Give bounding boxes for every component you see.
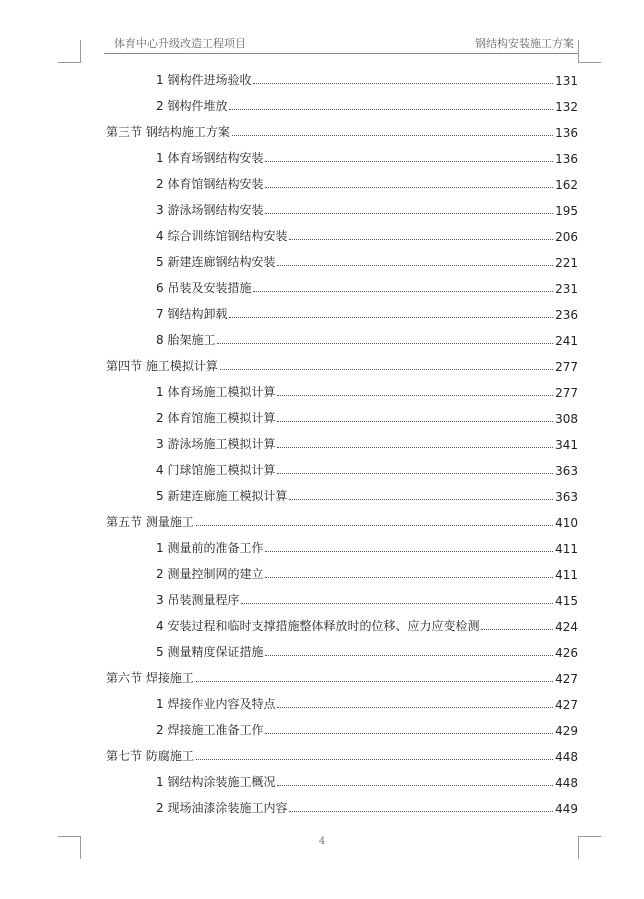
toc-section-entry[interactable]	[104, 738, 578, 764]
toc-dot-leader	[229, 109, 553, 110]
toc-entry-page-number: 136	[555, 126, 578, 140]
toc-dot-leader	[277, 473, 553, 474]
toc-section-entry[interactable]	[104, 504, 578, 530]
toc-subsection-entry[interactable]	[104, 582, 578, 608]
toc-section-entry[interactable]	[104, 114, 578, 140]
toc-subsection-entry[interactable]	[104, 478, 578, 504]
toc-dot-leader	[241, 603, 553, 604]
toc-entry-page-number: 427	[555, 698, 578, 712]
toc-dot-leader	[277, 785, 553, 786]
toc-entry-page-number: 132	[555, 100, 578, 114]
toc-entry-page-number: 429	[555, 724, 578, 738]
toc-entry-page-number: 448	[555, 750, 578, 764]
toc-dot-leader	[277, 265, 553, 266]
toc-entry-page-number: 363	[555, 490, 578, 504]
toc-entry-page-number: 363	[555, 464, 578, 478]
toc-dot-leader	[196, 759, 553, 760]
toc-entry-title: 1 体育场钢结构安装	[156, 151, 264, 165]
toc-dot-leader	[277, 421, 553, 422]
toc-subsection-entry[interactable]	[104, 426, 578, 452]
toc-entry-page-number: 277	[555, 386, 578, 400]
toc-entry-title: 2 体育馆钢结构安装	[156, 177, 264, 191]
crop-mark-top-right	[578, 40, 601, 63]
toc-entry-title: 1 体育场施工模拟计算	[156, 385, 276, 399]
toc-entry-title: 5 测量精度保证措施	[156, 645, 264, 659]
toc-entry-page-number: 236	[555, 308, 578, 322]
toc-subsection-entry[interactable]	[104, 712, 578, 738]
header-project-title: 体育中心升级改造工程项目	[114, 37, 246, 50]
toc-entry-page-number: 231	[555, 282, 578, 296]
page-number: 4	[318, 836, 326, 847]
toc-subsection-entry[interactable]	[104, 88, 578, 114]
toc-entry-title: 5 新建连廊钢结构安装	[156, 255, 276, 269]
toc-subsection-entry[interactable]	[104, 166, 578, 192]
toc-entry-page-number: 424	[555, 620, 578, 634]
toc-dot-leader	[220, 369, 553, 370]
toc-dot-leader	[217, 343, 553, 344]
toc-entry-title: 4 门球馆施工模拟计算	[156, 463, 276, 477]
toc-dot-leader	[289, 811, 553, 812]
toc-subsection-entry[interactable]	[104, 192, 578, 218]
toc-entry-page-number: 411	[555, 568, 578, 582]
toc-entry-page-number: 449	[555, 802, 578, 816]
toc-subsection-entry[interactable]	[104, 686, 578, 712]
toc-dot-leader	[265, 733, 553, 734]
toc-dot-leader	[265, 577, 553, 578]
toc-subsection-entry[interactable]	[104, 452, 578, 478]
toc-dot-leader	[265, 551, 553, 552]
toc-entry-title: 7 钢结构卸载	[156, 307, 228, 321]
toc-entry-title: 1 测量前的准备工作	[156, 541, 264, 555]
toc-entry-title: 第七节 防腐施工	[106, 749, 194, 763]
toc-dot-leader	[196, 525, 553, 526]
toc-entry-title: 1 钢结构涂装施工概况	[156, 775, 276, 789]
toc-entry-page-number: 162	[555, 178, 578, 192]
toc-subsection-entry[interactable]	[104, 530, 578, 556]
toc-subsection-entry[interactable]	[104, 400, 578, 426]
toc-subsection-entry[interactable]	[104, 270, 578, 296]
table-of-contents	[104, 62, 578, 816]
toc-subsection-entry[interactable]	[104, 322, 578, 348]
header-document-title: 钢结构安装施工方案	[475, 37, 574, 50]
toc-subsection-entry[interactable]	[104, 140, 578, 166]
toc-entry-page-number: 241	[555, 334, 578, 348]
toc-entry-title: 6 吊装及安装措施	[156, 281, 252, 295]
toc-subsection-entry[interactable]	[104, 608, 578, 634]
toc-entry-page-number: 410	[555, 516, 578, 530]
toc-entry-title: 2 焊接施工准备工作	[156, 723, 264, 737]
toc-entry-title: 3 游泳场施工模拟计算	[156, 437, 276, 451]
toc-entry-title: 2 现场油漆涂装施工内容	[156, 801, 288, 815]
toc-dot-leader	[253, 83, 553, 84]
toc-entry-title: 2 测量控制网的建立	[156, 567, 264, 581]
toc-entry-title: 第四节 施工模拟计算	[106, 359, 218, 373]
toc-entry-title: 第六节 焊接施工	[106, 671, 194, 685]
toc-entry-page-number: 195	[555, 204, 578, 218]
toc-entry-title: 1 钢构件进场验收	[156, 73, 252, 87]
crop-mark-top-left	[58, 40, 81, 63]
toc-dot-leader	[265, 213, 553, 214]
toc-entry-page-number: 341	[555, 438, 578, 452]
toc-dot-leader	[277, 447, 553, 448]
toc-dot-leader	[265, 187, 553, 188]
toc-entry-page-number: 308	[555, 412, 578, 426]
toc-entry-title: 第五节 测量施工	[106, 515, 194, 529]
toc-entry-title: 4 综合训练馆钢结构安装	[156, 229, 288, 243]
page-header	[104, 33, 578, 54]
toc-subsection-entry[interactable]	[104, 634, 578, 660]
toc-entry-page-number: 221	[555, 256, 578, 270]
toc-entry-page-number: 415	[555, 594, 578, 608]
toc-dot-leader	[289, 239, 553, 240]
toc-entry-title: 8 胎架施工	[156, 333, 216, 347]
toc-entry-title: 第三节 钢结构施工方案	[106, 125, 230, 139]
toc-dot-leader	[265, 161, 553, 162]
toc-dot-leader	[481, 629, 553, 630]
toc-subsection-entry[interactable]	[104, 296, 578, 322]
toc-entry-title: 5 新建连廊施工模拟计算	[156, 489, 288, 503]
toc-section-entry[interactable]	[104, 660, 578, 686]
toc-entry-page-number: 426	[555, 646, 578, 660]
toc-entry-page-number: 206	[555, 230, 578, 244]
toc-subsection-entry[interactable]	[104, 374, 578, 400]
toc-section-entry[interactable]	[104, 348, 578, 374]
toc-entry-page-number: 411	[555, 542, 578, 556]
toc-entry-page-number: 136	[555, 152, 578, 166]
toc-subsection-entry[interactable]	[104, 62, 578, 88]
toc-subsection-entry[interactable]	[104, 764, 578, 790]
toc-dot-leader	[277, 395, 553, 396]
toc-entry-title: 3 吊装测量程序	[156, 593, 240, 607]
toc-subsection-entry[interactable]	[104, 218, 578, 244]
toc-entry-page-number: 427	[555, 672, 578, 686]
toc-subsection-entry[interactable]	[104, 556, 578, 582]
toc-dot-leader	[289, 499, 553, 500]
toc-dot-leader	[196, 681, 553, 682]
toc-entry-page-number: 448	[555, 776, 578, 790]
toc-entry-title: 4 安装过程和临时支撑措施整体释放时的位移、应力应变检测	[156, 619, 480, 633]
toc-dot-leader	[277, 707, 553, 708]
toc-dot-leader	[253, 291, 553, 292]
toc-entry-title: 1 焊接作业内容及特点	[156, 697, 276, 711]
toc-entry-title: 2 体育馆施工模拟计算	[156, 411, 276, 425]
toc-dot-leader	[232, 135, 553, 136]
toc-subsection-entry[interactable]	[104, 244, 578, 270]
toc-entry-page-number: 131	[555, 74, 578, 88]
toc-dot-leader	[229, 317, 553, 318]
toc-dot-leader	[265, 655, 553, 656]
toc-entry-page-number: 277	[555, 360, 578, 374]
toc-entry-title: 3 游泳场钢结构安装	[156, 203, 264, 217]
toc-entry-title: 2 钢构件堆放	[156, 99, 228, 113]
toc-subsection-entry[interactable]	[104, 790, 578, 816]
